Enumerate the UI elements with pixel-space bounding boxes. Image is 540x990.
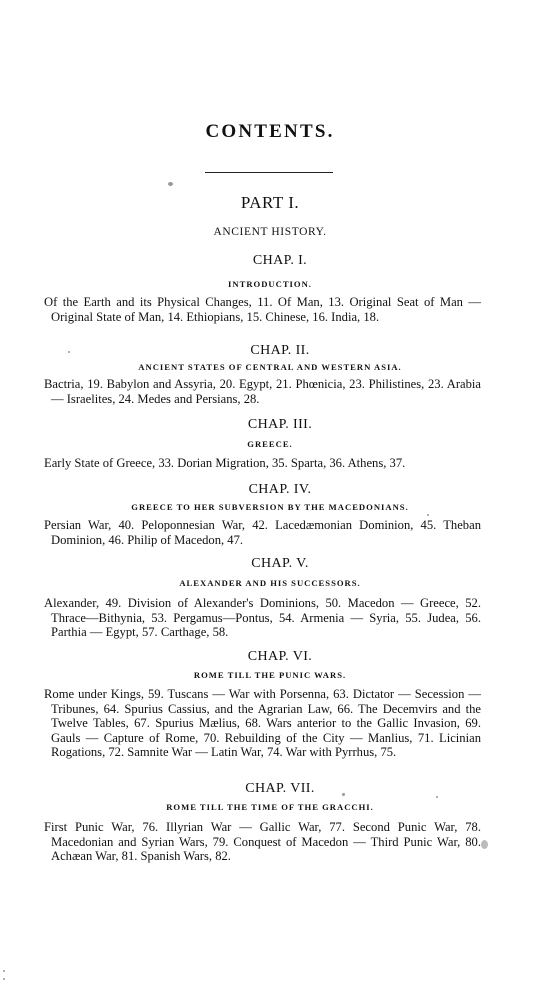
chapter-4-subtitle: GREECE TO HER SUBVERSION BY THE MACEDONIANS.: [131, 502, 409, 512]
paper-speck: [342, 793, 345, 796]
paper-speck: [3, 970, 5, 972]
chapter-4-entries: Persian War, 40. Peloponnesian War, 42. Lacedæmonian Dominion, 45. Theban Dominion, 46. Philip of Macedon, 47.: [44, 518, 481, 547]
chapter-5-subtitle: ALEXANDER AND HIS SUCCESSORS.: [179, 578, 361, 588]
paper-speck: [68, 351, 70, 353]
chapter-3-subtitle: GREECE.: [247, 439, 293, 449]
chapter-2-subtitle: ANCIENT STATES OF CENTRAL AND WESTERN ASIA.: [138, 362, 402, 372]
chapter-6-subtitle: ROME TILL THE PUNIC WARS.: [193, 670, 347, 680]
paper-speck: [3, 978, 5, 980]
chapter-2-entries: Bactria, 19. Babylon and Assyria, 20. Egypt, 21. Phœnicia, 23. Philistines, 23. Arabia — Israelites, 24. Medes and Persians, 28.: [44, 377, 481, 406]
chapter-2-title: CHAP. II.: [250, 343, 310, 358]
chapter-7-subtitle: ROME TILL THE TIME OF THE GRACCHI.: [166, 802, 374, 812]
paper-speck: [436, 796, 438, 798]
chapter-6-entries: Rome under Kings, 59. Tuscans — War with Porsenna, 63. Dictator — Secession — Tribunes, 64. Spurius Cassius, and the Agrarian Law, 66. The Decemvirs and the Twelve Tables, 67. Spurius Mælius, 68. Wars anterior to the Gallic Invasion, 69. Gauls — Capture of Rome, 70. Rebuilding of the City — Manlius, 71. Licinian Rogations, 72. Samnite War — Latin War, 74. War with Pyrrhus, 75.: [44, 687, 481, 760]
chapter-3-entries: Early State of Greece, 33. Dorian Migration, 35. Sparta, 36. Athens, 37.: [44, 456, 406, 470]
chapter-7-title: CHAP. VII.: [245, 781, 315, 796]
paper-speck: [427, 514, 429, 516]
chapter-7-entries: First Punic War, 76. Illyrian War — Gallic War, 77. Second Punic War, 78. Macedonian and Syrian Wars, 79. Conquest of Macedon — Third Punic War, 80. Achæan War, 81. Spanish Wars, 82.: [44, 820, 481, 864]
chapter-1-entries: Of the Earth and its Physical Changes, 11. Of Man, 13. Original Seat of Man — Original State of Man, 14. Ethiopians, 15. Chinese, 16. India, 18.: [44, 295, 481, 324]
chapter-6-title: CHAP. VI.: [247, 649, 313, 664]
paper-speck: [481, 840, 488, 849]
chapter-1-subtitle: INTRODUCTION.: [228, 279, 312, 289]
paper-speck: [168, 182, 173, 186]
chapter-5-entries: Alexander, 49. Division of Alexander's Dominions, 50. Macedon — Greece, 52. Thrace—Bithynia, 53. Pergamus—Pontus, 54. Armenia — Syria, 55. Judea, 56. Parthia — Egypt, 57. Carthage, 58.: [44, 596, 481, 640]
chapter-1-title: CHAP. I.: [252, 253, 308, 268]
part-subtitle: ANCIENT HISTORY.: [213, 226, 327, 238]
title-rule: [205, 172, 333, 173]
chapter-4-title: CHAP. IV.: [248, 482, 312, 497]
chapter-3-title: CHAP. III.: [247, 417, 313, 432]
part-title: PART I.: [240, 193, 300, 212]
contents-heading: CONTENTS.: [205, 121, 335, 142]
chapter-5-title: CHAP. V.: [251, 556, 309, 571]
